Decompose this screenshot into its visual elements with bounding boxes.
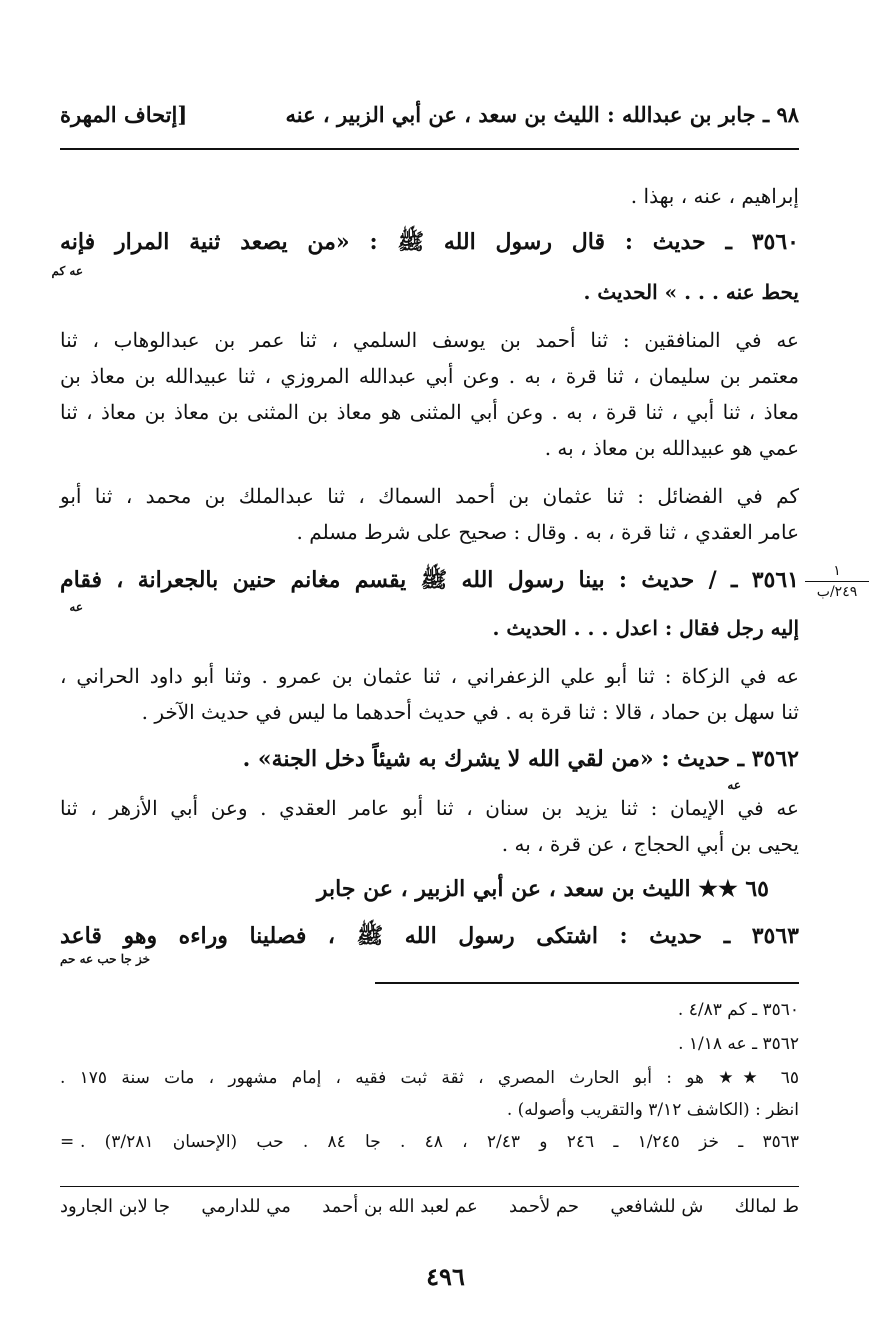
hadith-3560-line: ٣٥٦٠ ـ حديث : قال رسول الله ﷺ : «من يصعد ثنية المرار فإنه bbox=[60, 229, 799, 255]
body-line: يحط عنه . . . » الحديث . bbox=[583, 280, 799, 304]
margin-note-top: ١ bbox=[833, 563, 841, 579]
source-marker: خز جا حب عه حم bbox=[60, 952, 151, 966]
chain-heading-65: ٦٥ ★★ الليث بن سعد ، عن أبي الزبير ، عن جابر bbox=[316, 876, 769, 902]
abbr-item: مي للدارمي bbox=[201, 1196, 291, 1217]
body-line: عه في المنافقين : ثنا أحمد بن يوسف السلمي ، ثنا عمر بن عبدالوهاب ، ثنا bbox=[60, 328, 799, 352]
abbr-item: حم لأحمد bbox=[508, 1196, 580, 1217]
running-header bbox=[60, 96, 799, 136]
body-line: كم في الفضائل : ثنا عثمان بن أحمد السماك ، ثنا عبدالملك بن محمد ، ثنا أبو bbox=[60, 484, 799, 508]
header-title: ٩٨ ـ جابر بن عبدالله : الليث بن سعد ، عن أبي الزبير ، عنه bbox=[285, 102, 799, 127]
body-line: عه في الزكاة : ثنا أبو علي الزعفراني ، ثنا عثمان بن عمرو . وثنا أبو داود الحراني ، bbox=[60, 664, 799, 688]
source-marker: عه كم bbox=[51, 264, 83, 278]
footnote: ٣٥٦٣ ـ خز ١/٢٤٥ ـ ٢٤٦ و ٢/٤٣ ، ٤٨ . جا ٨٤ . حب (الإحسان ٣/٢٨١) . bbox=[80, 1132, 799, 1152]
abbr-item: جا لابن الجارود bbox=[60, 1196, 171, 1217]
body-line: عمي هو عبيدالله بن معاذ ، به . bbox=[544, 436, 799, 460]
margin-divider bbox=[805, 581, 869, 582]
body-line: عه في الإيمان : ثنا يزيد بن سنان ، ثنا أبو عامر العقدي . وعن أبي الأزهر ، ثنا bbox=[60, 796, 799, 820]
header-source: [إتحاف المهرة bbox=[60, 102, 188, 127]
margin-note-bottom: ٢٤٩/ب bbox=[816, 584, 858, 600]
body-line: إبراهيم ، عنه ، بهذا . bbox=[630, 184, 799, 208]
continuation-mark: = bbox=[60, 1132, 75, 1152]
body-line: معتمر بن سليمان ، ثنا قرة ، به . وعن أبي عبدالله المروزي ، ثنا عبيدالله بن معاذ بن bbox=[60, 364, 799, 388]
body-line: معاذ ، ثنا أبي ، ثنا قرة ، به . وعن أبي المثنى هو معاذ بن المثنى بن معاذ بن معاذ ، ثنا bbox=[60, 400, 799, 424]
source-marker: عه bbox=[69, 600, 83, 614]
page-number: ٤٩٦ bbox=[426, 1262, 465, 1291]
body-line: عامر العقدي ، ثنا قرة ، به . وقال : صحيح على شرط مسلم . bbox=[296, 520, 799, 544]
body-line: إليه رجل فقال : اعدل . . . الحديث . bbox=[492, 616, 799, 640]
hadith-3562-line: ٣٥٦٢ ـ حديث : «من لقي الله لا يشرك به شيئاً دخل الجنة» . bbox=[242, 746, 799, 772]
hadith-3561-line: ٣٥٦١ ـ / حديث : بينا رسول الله ﷺ يقسم مغانم حنين بالجعرانة ، فقام bbox=[60, 567, 799, 593]
abbreviation-key bbox=[60, 1196, 799, 1217]
hadith-3563-line: ٣٥٦٣ ـ حديث : اشتكى رسول الله ﷺ ، فصلينا وراءه وهو قاعد bbox=[60, 923, 799, 949]
header-rule bbox=[60, 148, 799, 150]
footnote: ٦٥ ★★ هو : أبو الحارث المصري ، ثقة ثبت فقيه ، إمام مشهور ، مات سنة ١٧٥ . bbox=[60, 1068, 799, 1088]
footnote: انظر : (الكاشف ٣/١٢ والتقريب وأصوله) . bbox=[506, 1100, 799, 1120]
body-line: يحيى بن أبي الحجاج ، عن قرة ، به . bbox=[501, 832, 799, 856]
footnote: ٣٥٦٠ ـ كم ٤/٨٣ . bbox=[677, 1000, 799, 1020]
source-marker: عه bbox=[727, 778, 741, 792]
footnote: ٣٥٦٢ ـ عه ١/١٨ . bbox=[678, 1034, 799, 1054]
footnote-rule bbox=[375, 982, 799, 984]
abbr-item: ط لمالك bbox=[734, 1196, 799, 1217]
abbreviation-rule bbox=[60, 1186, 799, 1187]
margin-note bbox=[801, 563, 873, 600]
abbr-item: عم لعبد الله بن أحمد bbox=[322, 1196, 478, 1217]
abbr-item: ش للشافعي bbox=[610, 1196, 704, 1217]
body-line: ثنا سهل بن حماد ، قالا : ثنا قرة به . في حديث أحدهما ما ليس في حديث الآخر . bbox=[141, 700, 799, 724]
